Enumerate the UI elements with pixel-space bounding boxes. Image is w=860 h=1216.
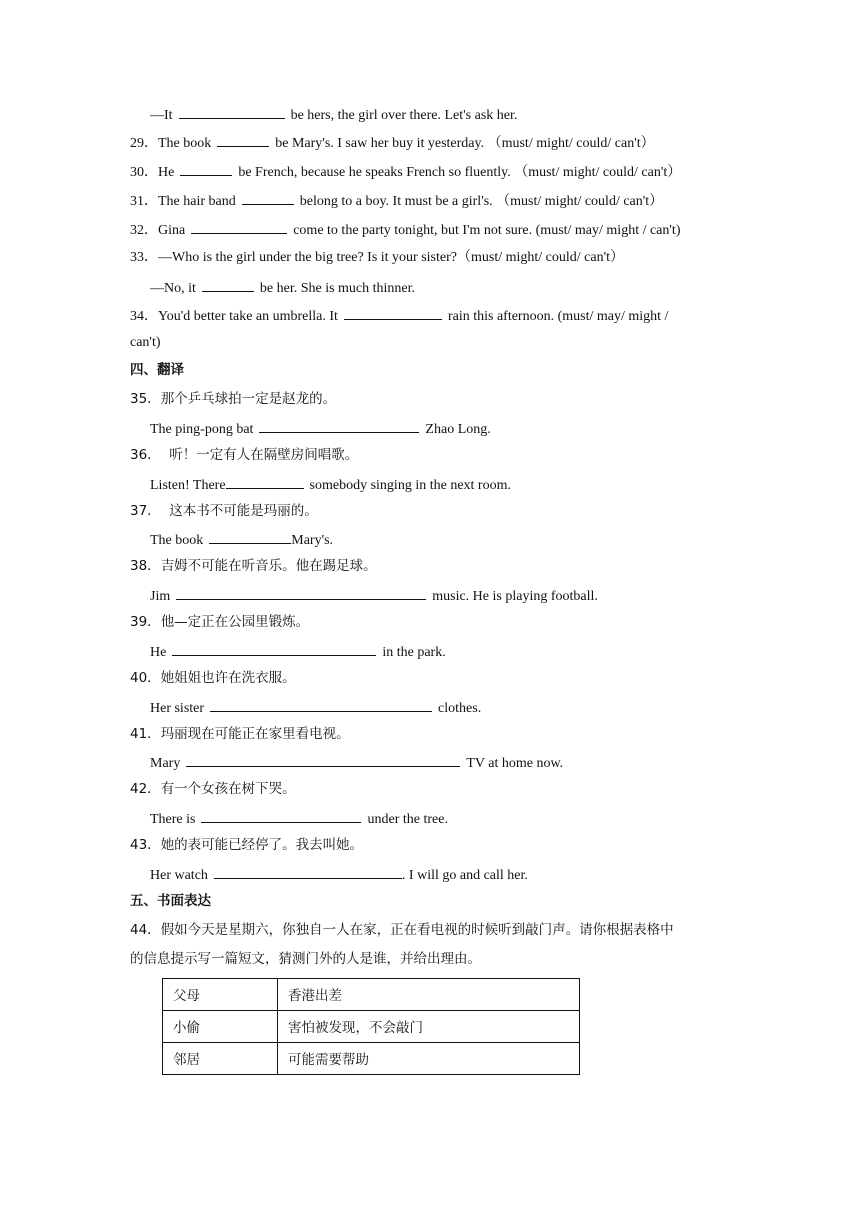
answer-blank[interactable] [172,641,376,656]
table-cell-info: 害怕被发现，不会敲门 [278,1011,580,1043]
answer-blank[interactable] [226,474,304,489]
question-28-answer-line: —It be hers, the girl over there. Let's ask her. [150,104,517,126]
question-31: 31．The hair band belong to a boy. It must be a girl's. （must/ might/ could/ can't） [130,190,663,212]
question-44-prompt-line-2: 的信息提示写一篇短文，猜测门外的人是谁，并给出理由。 [130,951,481,967]
question-42-chinese: 42．有一个女孩在树下哭。 [130,781,296,797]
question-39-chinese: 39．他—定正在公园里锻炼。 [130,614,310,630]
question-33-answer-line: —No, it be her. She is much thinner. [150,277,415,299]
answer-blank[interactable] [201,808,361,823]
section-5-heading: 五、书面表达 [130,893,211,909]
question-34-continued: can't) [130,335,161,350]
question-43-chinese: 43．她的表可能已经停了。我去叫她。 [130,837,364,853]
answer-blank[interactable] [176,585,426,600]
question-41-english: Mary TV at home now. [150,752,563,774]
answer-blank[interactable] [259,418,419,433]
question-38-english: Jim music. He is playing football. [150,585,598,607]
question-43-english: Her watch . I will go and call her. [150,864,528,886]
question-35-chinese: 35．那个乒乓球拍一定是赵龙的。 [130,391,337,407]
section-4-heading: 四、翻译 [130,362,184,378]
question-37-chinese: 37． 这本书不可能是玛丽的。 [130,503,318,519]
answer-blank[interactable] [202,277,254,292]
question-42-english: There is under the tree. [150,808,448,830]
table-row [163,979,580,1011]
info-table [162,978,580,1075]
question-37-english: The book Mary's. [150,529,333,551]
question-32: 32．Gina come to the party tonight, but I'm not sure. (must/ may/ might / can't) [130,219,680,241]
answer-blank[interactable] [242,190,294,205]
table-cell-info: 香港出差 [278,979,580,1011]
table-cell-who: 父母 [163,979,278,1011]
answer-blank[interactable] [217,132,269,147]
table-row [163,1043,580,1075]
question-36-english: Listen! There somebody singing in the next room. [150,474,511,496]
question-38-chinese: 38．吉姆不可能在听音乐。他在踢足球。 [130,558,377,574]
question-39-english: He in the park. [150,641,446,663]
question-35-english: The ping-pong bat Zhao Long. [150,418,491,440]
table-cell-who: 邻居 [163,1043,278,1075]
question-33: 33．—Who is the girl under the big tree? Is it your sister?（must/ might/ could/ can't） [130,250,624,265]
table-row [163,1011,580,1043]
question-41-chinese: 41．玛丽现在可能正在家里看电视。 [130,726,350,742]
answer-blank[interactable] [179,104,285,119]
answer-blank[interactable] [344,305,442,320]
table-cell-who: 小偷 [163,1011,278,1043]
question-34: 34．You'd better take an umbrella. It rain this afternoon. (must/ may/ might / [130,305,668,327]
question-30: 30．He be French, because he speaks French so fluently. （must/ might/ could/ can't） [130,161,681,183]
answer-blank[interactable] [210,697,432,712]
answer-blank[interactable] [214,864,402,879]
question-40-chinese: 40．她姐姐也许在洗衣服。 [130,670,296,686]
answer-blank[interactable] [180,161,232,176]
question-29: 29．The book be Mary's. I saw her buy it yesterday. （must/ might/ could/ can't） [130,132,655,154]
answer-blank[interactable] [186,752,460,767]
question-44-prompt-line-1: 44．假如今天是星期六，你独自一人在家，正在看电视的时候听到敲门声。请你根据表格中 [130,922,674,938]
question-40-english: Her sister clothes. [150,697,481,719]
answer-blank[interactable] [191,219,287,234]
question-36-chinese: 36． 听！一定有人在隔壁房间唱歌。 [130,447,359,463]
table-cell-info: 可能需要帮助 [278,1043,580,1075]
answer-blank[interactable] [209,529,291,544]
